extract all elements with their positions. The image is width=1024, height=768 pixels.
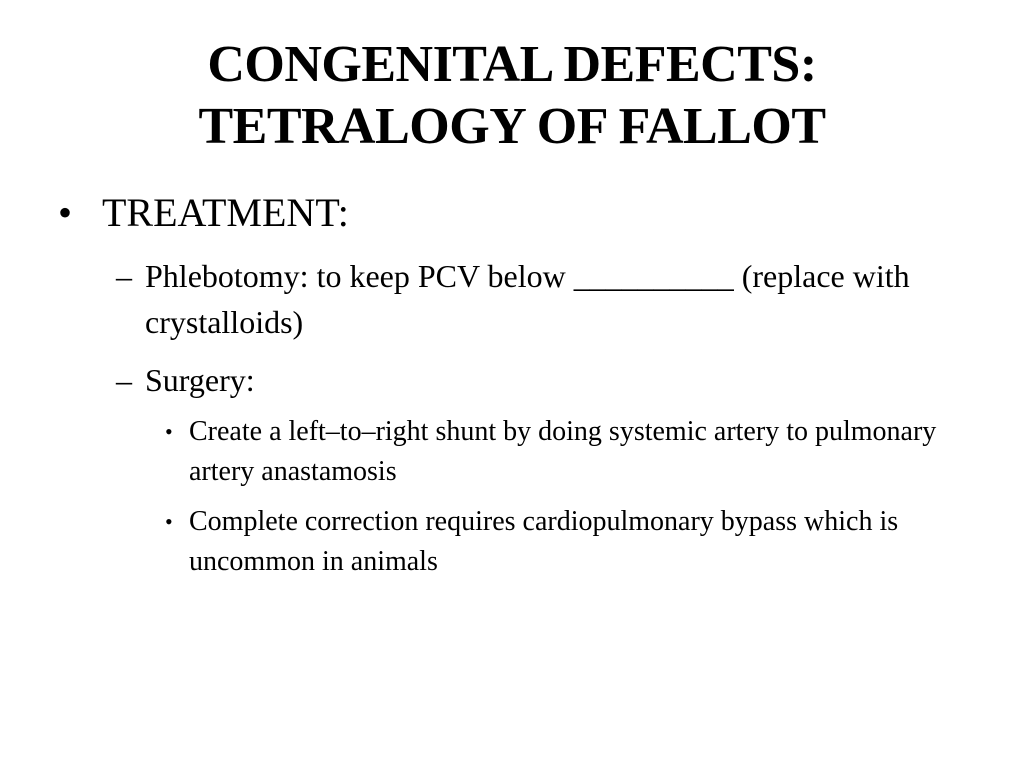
dash-bullet-icon: – bbox=[116, 362, 132, 398]
bullet-treatment-text: TREATMENT: bbox=[102, 190, 349, 235]
sub-sub-bullet-shunt-text: Create a left–to–right shunt by doing systemic artery to pulmonary artery anastamosis bbox=[189, 416, 937, 487]
slide-title-line-2: TETRALOGY OF FALLOT bbox=[198, 98, 826, 155]
small-bullet-dot-icon: • bbox=[165, 419, 173, 444]
sub-bullet-surgery-text: Surgery: bbox=[145, 362, 255, 398]
bullet-dot-icon: • bbox=[58, 190, 73, 235]
dash-bullet-icon: – bbox=[116, 258, 132, 294]
small-bullet-dot-icon: • bbox=[165, 509, 173, 534]
slide-title-line-1: CONGENITAL DEFECTS: bbox=[207, 36, 817, 93]
sub-bullet-phlebotomy-text: Phlebotomy: to keep PCV below __________ (replace with crystalloids) bbox=[145, 258, 910, 340]
sub-sub-bullet-correction-text: Complete correction requires cardiopulmonary bypass which is uncommon in animals bbox=[189, 506, 899, 577]
